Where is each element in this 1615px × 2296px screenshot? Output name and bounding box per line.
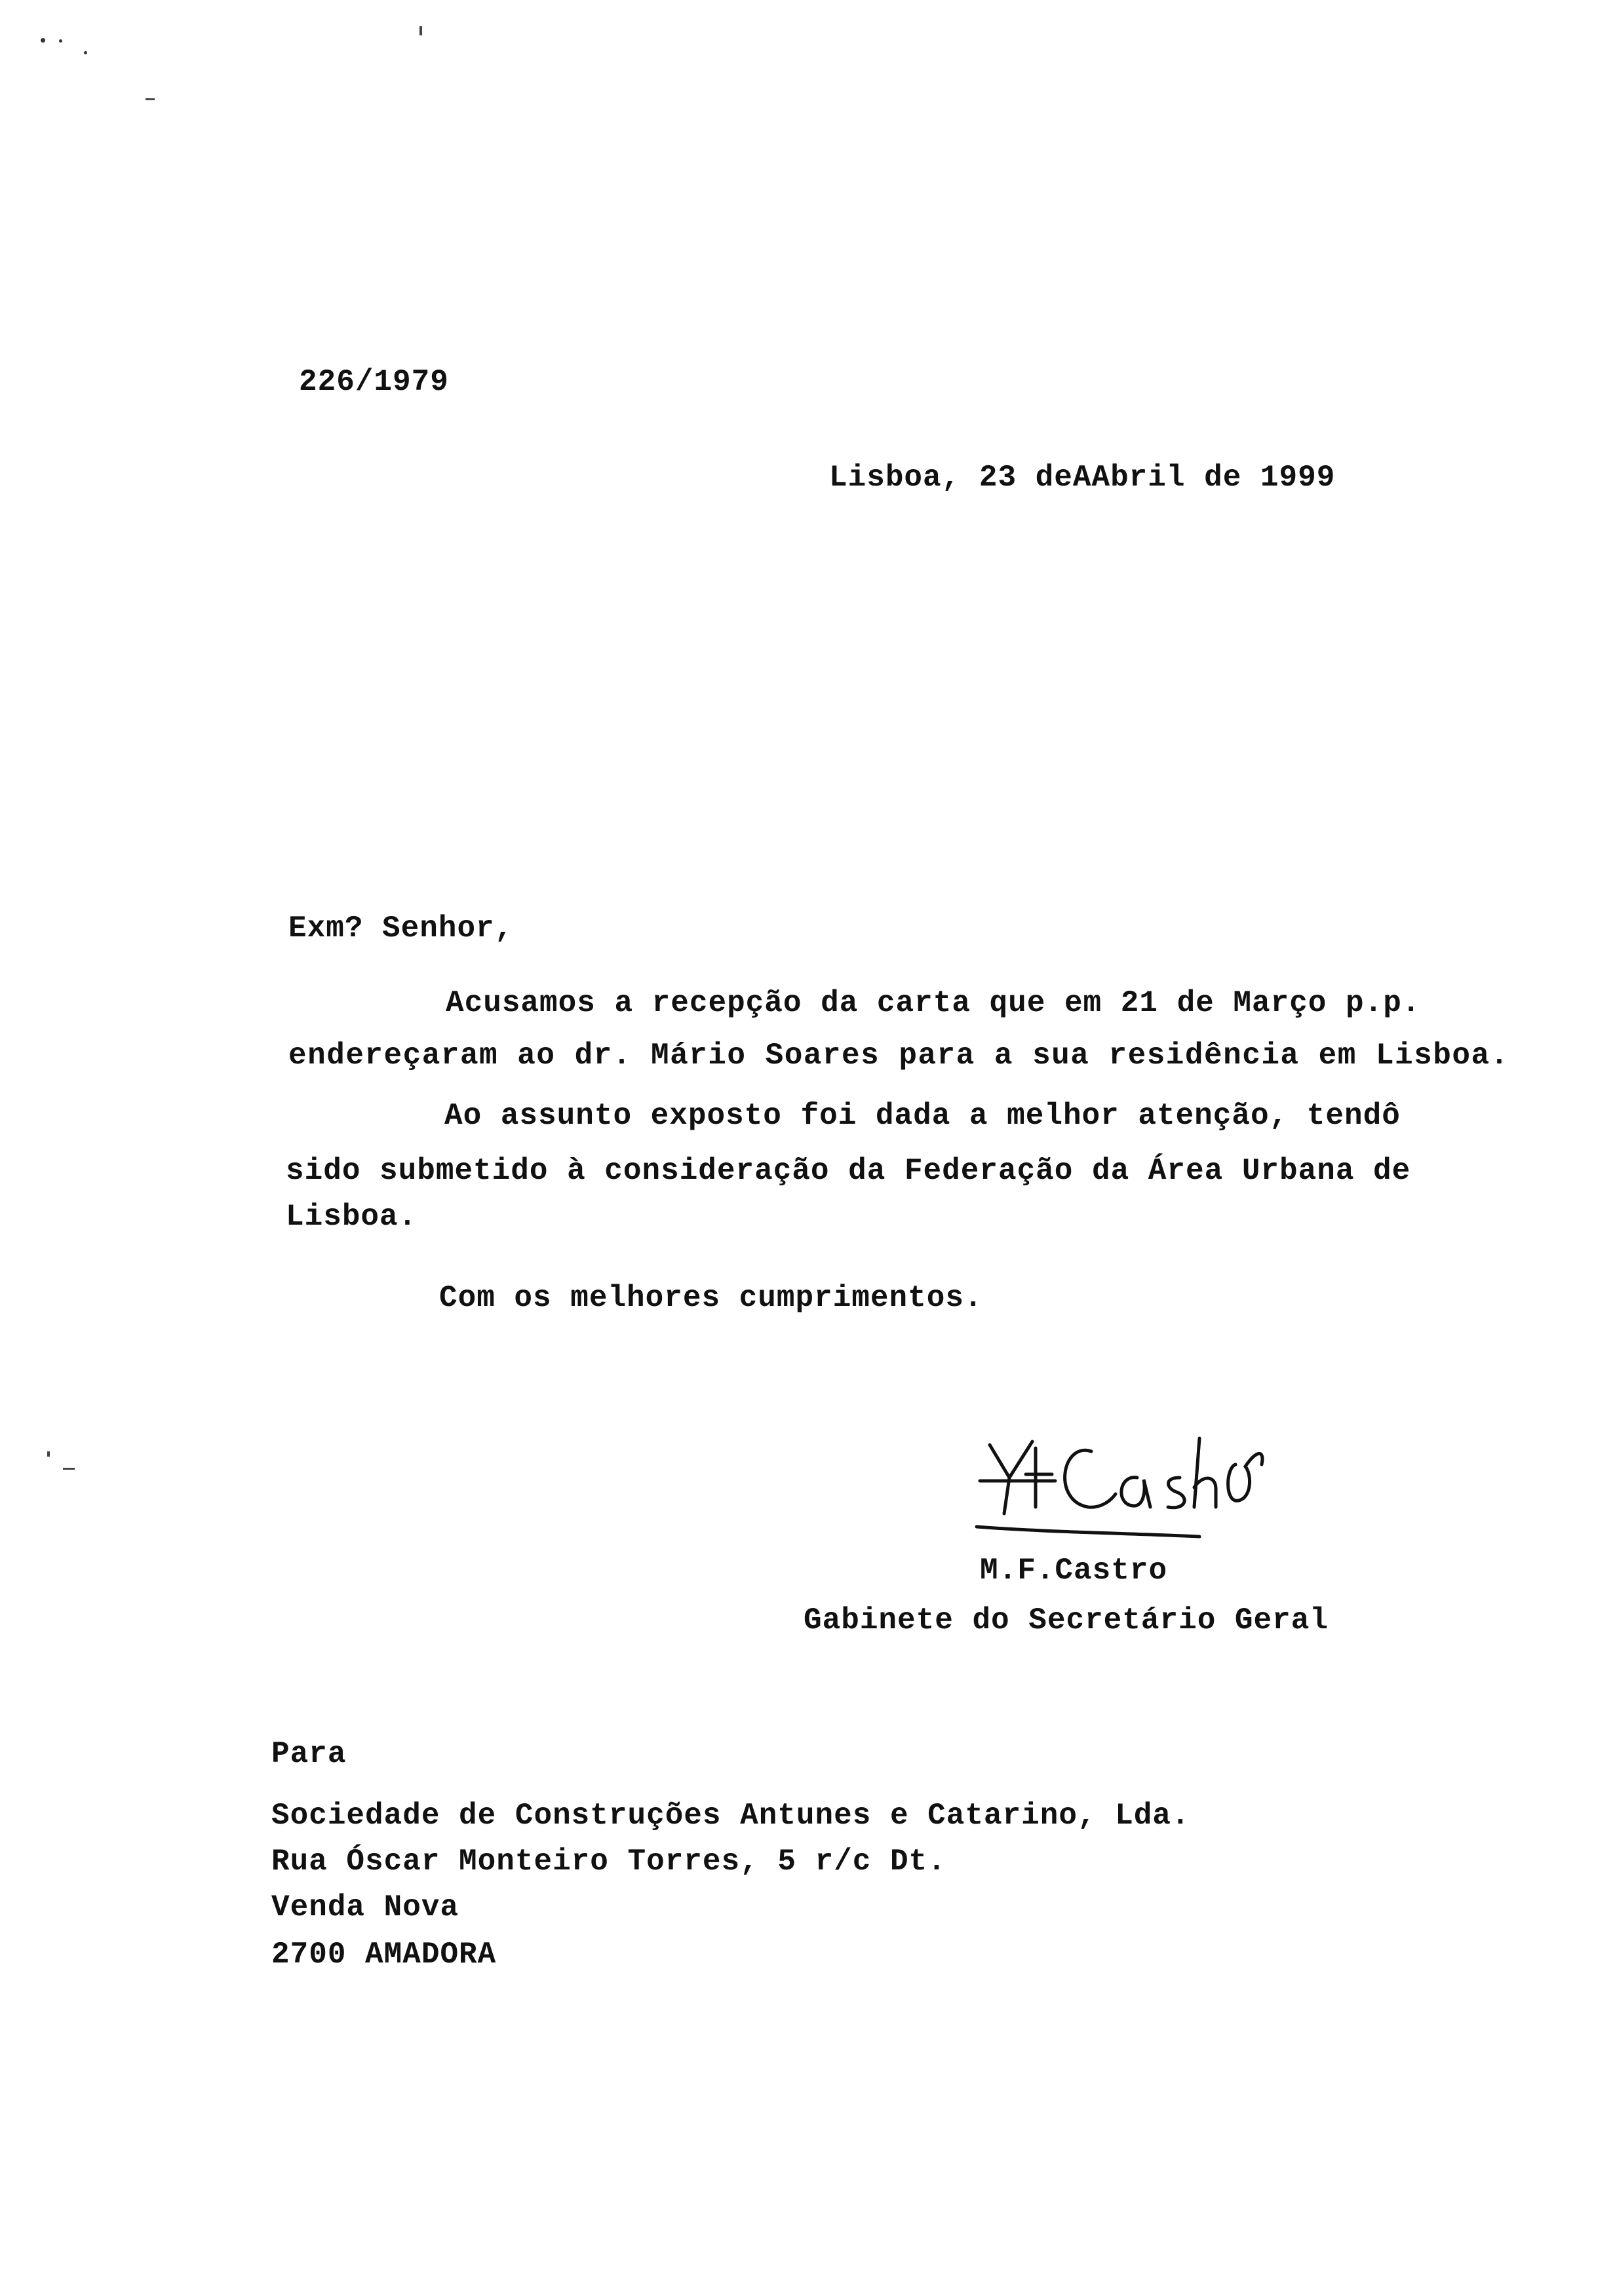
recipient-street: Rua Óscar Monteiro Torres, 5 r/c Dt.: [271, 1845, 946, 1879]
body-paragraph-1-line-1: Acusamos a recepção da carta que em 21 de Março p.p.: [446, 986, 1421, 1020]
date-line: Lisboa, 23 deAAbril de 1999: [829, 461, 1336, 495]
scan-speck: [84, 51, 87, 54]
signatory-name: M.F.Castro: [980, 1554, 1168, 1588]
reference-number: 226/1979: [299, 365, 449, 399]
scan-speck: [41, 38, 45, 43]
signatory-office: Gabinete do Secretário Geral: [804, 1603, 1329, 1637]
body-paragraph-2-line-2: sido submetido à consideração da Federação da Área Urbana de: [286, 1154, 1411, 1188]
recipient-name: Sociedade de Construções Antunes e Catarino, Lda.: [271, 1799, 1190, 1833]
handwritten-signature: [963, 1415, 1272, 1546]
salutation: Exm? Senhor,: [288, 911, 514, 946]
scan-mark: [47, 1451, 50, 1457]
recipient-postal-city: 2700 AMADORA: [271, 1938, 497, 1972]
scan-mark: [146, 98, 155, 100]
body-paragraph-1-line-2: endereçaram ao dr. Mário Soares para a sua residência em Lisboa.: [288, 1039, 1509, 1073]
recipient-locality: Venda Nova: [271, 1890, 459, 1924]
scan-mark: [419, 26, 422, 35]
body-paragraph-2-line-3: Lisboa.: [286, 1200, 418, 1234]
scan-speck: [59, 39, 62, 43]
recipient-label: Para: [271, 1737, 347, 1771]
scan-mark: [63, 1468, 75, 1470]
body-paragraph-2-line-1: Ao assunto exposto foi dada a melhor atenção, tendô: [444, 1099, 1401, 1133]
closing-line: Com os melhores cumprimentos.: [439, 1281, 983, 1315]
